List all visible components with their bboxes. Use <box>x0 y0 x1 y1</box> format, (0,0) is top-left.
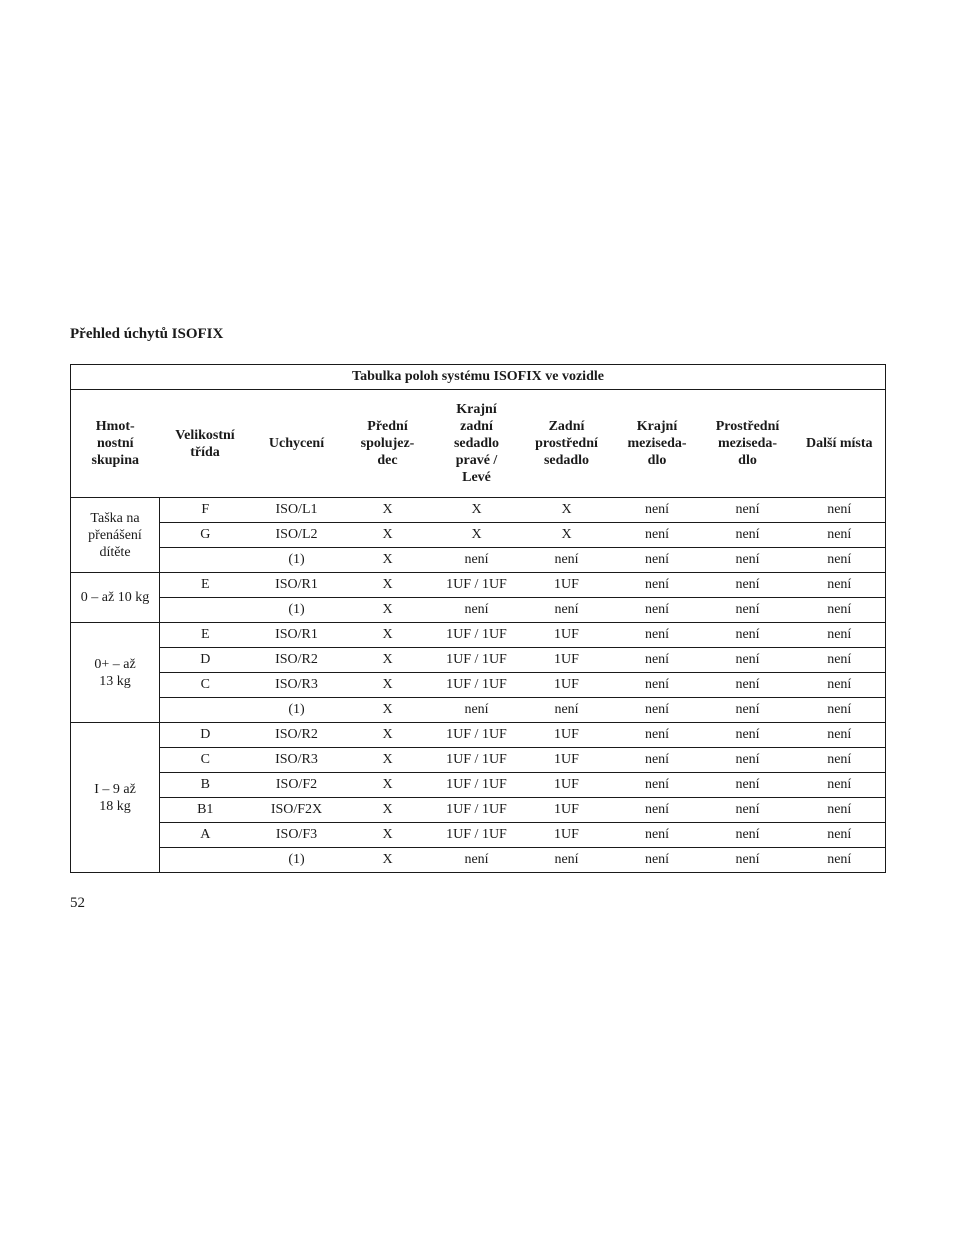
column-header-line: Další místa <box>806 436 873 451</box>
table-cell: není <box>613 798 702 823</box>
table-cell: není <box>702 723 794 748</box>
table-cell: není <box>702 798 794 823</box>
table-cell: A <box>160 823 251 848</box>
table-cell: 1UF <box>521 773 613 798</box>
column-header-line: meziseda- <box>627 436 687 451</box>
column-header <box>794 390 886 498</box>
table-row <box>71 723 886 748</box>
table-cell: B1 <box>160 798 251 823</box>
table-cell: není <box>794 598 886 623</box>
table-cell: není <box>702 648 794 673</box>
table-cell: není <box>613 548 702 573</box>
column-header-line: prostřední <box>535 436 598 451</box>
table-cell: X <box>521 498 613 523</box>
table-cell: 1UF / 1UF <box>433 723 521 748</box>
table-cell: F <box>160 498 251 523</box>
table-cell: ISO/R3 <box>251 748 343 773</box>
table-cell: X <box>343 623 433 648</box>
weight-group-label: 13 kg <box>99 673 131 689</box>
table-row <box>71 573 886 598</box>
table-cell: není <box>702 573 794 598</box>
table-cell: 1UF / 1UF <box>433 573 521 598</box>
table-cell: není <box>794 823 886 848</box>
weight-group-label: 0 – až 10 kg <box>80 590 150 605</box>
table-cell <box>160 598 251 623</box>
table-cell: není <box>613 498 702 523</box>
table-cell: není <box>702 623 794 648</box>
table-row <box>71 698 886 723</box>
table-cell: není <box>794 848 886 873</box>
table-cell: 1UF <box>521 648 613 673</box>
table-cell: není <box>613 823 702 848</box>
column-header <box>160 390 251 498</box>
column-header-line: sedadlo <box>453 436 500 451</box>
table-cell: není <box>613 623 702 648</box>
table-cell: G <box>160 523 251 548</box>
table-cell: není <box>433 848 521 873</box>
weight-group-cell <box>71 498 160 573</box>
table-cell: 1UF <box>521 673 613 698</box>
table-cell: X <box>343 498 433 523</box>
table-cell: B <box>160 773 251 798</box>
table-cell: X <box>343 848 433 873</box>
table-cell: není <box>433 698 521 723</box>
column-header-line: dec <box>377 453 398 468</box>
table-cell: není <box>702 548 794 573</box>
column-header-line: Krajní <box>456 402 497 417</box>
table-cell: není <box>702 498 794 523</box>
table-row <box>71 648 886 673</box>
column-header-line: dlo <box>647 453 667 468</box>
table-row <box>71 523 886 548</box>
table-cell: není <box>702 673 794 698</box>
table-cell: není <box>794 748 886 773</box>
section-title: Přehled úchytů ISOFIX <box>70 326 224 342</box>
table-cell: není <box>613 748 702 773</box>
table-cell: 1UF / 1UF <box>433 773 521 798</box>
table-cell: D <box>160 723 251 748</box>
table-cell: ISO/L2 <box>251 523 343 548</box>
table-cell: není <box>613 598 702 623</box>
column-header <box>71 390 160 498</box>
table-cell: není <box>794 648 886 673</box>
table-cell: C <box>160 748 251 773</box>
table-cell: E <box>160 623 251 648</box>
table-cell: X <box>343 823 433 848</box>
table-cell: D <box>160 648 251 673</box>
table-cell: 1UF / 1UF <box>433 623 521 648</box>
table-cell: ISO/F3 <box>251 823 343 848</box>
table-cell: není <box>794 548 886 573</box>
table-cell: není <box>613 573 702 598</box>
table-cell <box>160 548 251 573</box>
table-cell: X <box>433 498 521 523</box>
table-cell: není <box>433 598 521 623</box>
table-cell: není <box>702 698 794 723</box>
table-row <box>71 798 886 823</box>
table-cell: (1) <box>251 698 343 723</box>
column-header <box>433 390 521 498</box>
table-cell: 1UF / 1UF <box>433 673 521 698</box>
table-cell: není <box>794 523 886 548</box>
table-cell: ISO/F2X <box>251 798 343 823</box>
table-cell: X <box>521 523 613 548</box>
column-header-line: Levé <box>462 470 491 485</box>
table-cell: není <box>702 848 794 873</box>
table-cell: není <box>613 673 702 698</box>
column-header-line: Uchycení <box>268 436 325 451</box>
table-cell: ISO/R2 <box>251 723 343 748</box>
weight-group-label: I – 9 až <box>94 781 136 797</box>
table-cell: 1UF <box>521 723 613 748</box>
table-cell: není <box>794 723 886 748</box>
table-cell: není <box>702 773 794 798</box>
table-cell: není <box>702 598 794 623</box>
weight-group-cell <box>71 623 160 723</box>
table-cell: X <box>343 523 433 548</box>
weight-group-label: Taška na <box>90 510 140 526</box>
column-header <box>343 390 433 498</box>
column-header-line: meziseda- <box>717 436 778 451</box>
table-cell: není <box>613 523 702 548</box>
table-cell: 1UF <box>521 798 613 823</box>
column-header-line: sedadlo <box>543 453 590 468</box>
column-header <box>521 390 613 498</box>
weight-group-label: 18 kg <box>99 798 131 814</box>
table-cell: X <box>343 573 433 598</box>
table-cell: C <box>160 673 251 698</box>
table-cell: není <box>613 773 702 798</box>
table-cell: není <box>794 698 886 723</box>
column-header-line: Prostřední <box>715 419 780 434</box>
table-cell: není <box>702 823 794 848</box>
weight-group-label: 0+ – až <box>94 656 136 672</box>
table-cell: 1UF <box>521 623 613 648</box>
table-cell: 1UF / 1UF <box>433 648 521 673</box>
table-cell: není <box>521 698 613 723</box>
table-row <box>71 773 886 798</box>
table-cell: ISO/R2 <box>251 648 343 673</box>
table-cell: 1UF <box>521 573 613 598</box>
table-cell: 1UF / 1UF <box>433 748 521 773</box>
table-cell: není <box>433 548 521 573</box>
table-caption: Tabulka poloh systému ISOFIX ve vozidle <box>71 365 886 390</box>
table-row <box>71 548 886 573</box>
table-row <box>71 848 886 873</box>
table-cell <box>160 698 251 723</box>
table-row <box>71 498 886 523</box>
table-cell: není <box>613 698 702 723</box>
isofix-table <box>70 364 886 873</box>
table-cell: není <box>613 848 702 873</box>
table-cell: X <box>343 673 433 698</box>
table-cell: 1UF <box>521 823 613 848</box>
column-header-line: Přední <box>367 419 408 434</box>
table-cell: není <box>702 523 794 548</box>
table-cell: není <box>521 848 613 873</box>
weight-group-cell <box>71 723 160 873</box>
column-header-line: Krajní <box>636 419 678 434</box>
weight-group-label: dítěte <box>99 544 131 560</box>
table-header-row <box>71 390 886 498</box>
table-cell <box>160 848 251 873</box>
table-cell: E <box>160 573 251 598</box>
table-body <box>71 498 886 873</box>
table-cell: (1) <box>251 548 343 573</box>
table-row <box>71 673 886 698</box>
table-row <box>71 748 886 773</box>
table-cell: ISO/F2 <box>251 773 343 798</box>
table-cell: ISO/R1 <box>251 623 343 648</box>
column-header-line: Velikostní <box>175 427 235 443</box>
table-cell: není <box>794 623 886 648</box>
column-header-line: Zadní <box>548 419 585 434</box>
table-cell: není <box>702 748 794 773</box>
column-header-line: skupina <box>91 453 139 468</box>
column-header-line: třída <box>190 444 220 460</box>
table-cell: X <box>343 648 433 673</box>
table-row <box>71 823 886 848</box>
table-cell: 1UF / 1UF <box>433 823 521 848</box>
table-cell: (1) <box>251 598 343 623</box>
column-header <box>251 390 343 498</box>
table-cell: X <box>343 698 433 723</box>
table-cell: není <box>794 773 886 798</box>
table-row <box>71 598 886 623</box>
table-cell: není <box>794 498 886 523</box>
column-header-line: dlo <box>738 453 757 468</box>
weight-group-label: přenášení <box>88 527 142 543</box>
column-header <box>613 390 702 498</box>
weight-group-cell <box>71 573 160 623</box>
table-cell: 1UF <box>521 748 613 773</box>
table-cell: není <box>521 598 613 623</box>
table-cell: X <box>343 773 433 798</box>
column-header <box>702 390 794 498</box>
table-cell: není <box>794 798 886 823</box>
table-cell: ISO/R1 <box>251 573 343 598</box>
table-cell: X <box>343 748 433 773</box>
table-cell: (1) <box>251 848 343 873</box>
table-cell: není <box>794 573 886 598</box>
table-cell: X <box>343 598 433 623</box>
table-cell: není <box>613 648 702 673</box>
table-cell: ISO/R3 <box>251 673 343 698</box>
table-cell: X <box>343 548 433 573</box>
table-cell: není <box>521 548 613 573</box>
column-header-line: nostní <box>96 436 134 451</box>
column-header-line: spolujez- <box>360 436 415 451</box>
table-cell: není <box>794 673 886 698</box>
column-header-line: pravé / <box>455 453 498 468</box>
column-header-line: zadní <box>460 419 493 434</box>
table-cell: 1UF / 1UF <box>433 798 521 823</box>
table-cell: ISO/L1 <box>251 498 343 523</box>
table-cell: není <box>613 723 702 748</box>
column-header-line: Hmot- <box>95 419 135 434</box>
table-cell: X <box>433 523 521 548</box>
table-row <box>71 623 886 648</box>
table-cell: X <box>343 798 433 823</box>
page-number: 52 <box>70 895 85 911</box>
table-cell: X <box>343 723 433 748</box>
